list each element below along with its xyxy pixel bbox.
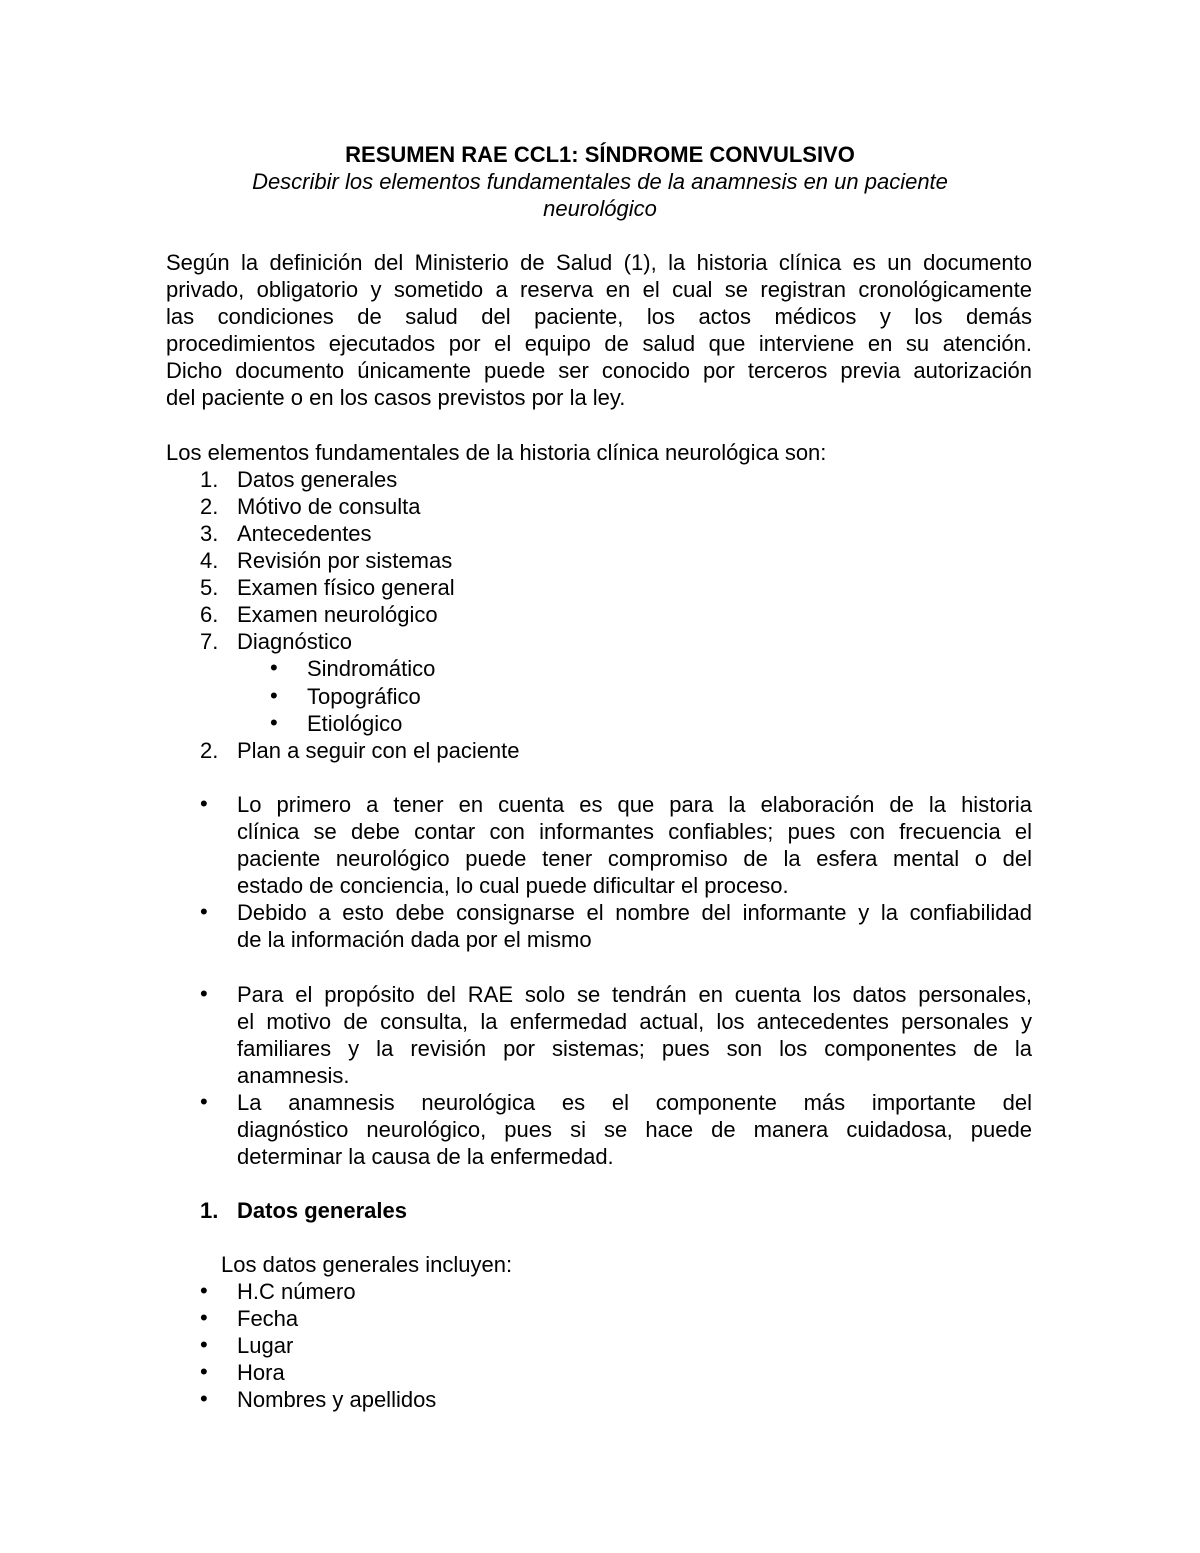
bullet-paragraph (237, 1089, 1032, 1170)
list-item: Datos generales (237, 467, 398, 492)
bullet-icon: • (270, 710, 278, 735)
intro-paragraph (166, 249, 1032, 412)
bullet-line: determinar la causa de la enfermedad. (237, 1144, 614, 1170)
intro-line: procedimientos ejecutados por el equipo de salud que interviene en su atención. (166, 331, 1032, 357)
intro-line: del paciente o en los casos previstos por la ley. (166, 385, 626, 411)
document-title: RESUMEN RAE CCL1: SÍNDROME CONVULSIVO (345, 142, 855, 167)
bullet-line: clínica se debe contar con informantes confiables; pues con frecuencia el (237, 819, 1032, 845)
sub-list-item: Etiológico (307, 711, 403, 736)
section-number: 1. (200, 1198, 219, 1223)
list-item: Fecha (237, 1306, 299, 1331)
bullet-line: de la información dada por el mismo (237, 927, 592, 953)
bullet-line: paciente neurológico puede tener compromiso de la esfera mental o del (237, 846, 1032, 872)
intro-line: las condiciones de salud del paciente, los actos médicos y los demás (166, 304, 1032, 330)
list-number: 6. (200, 602, 219, 627)
list-number: 7. (200, 629, 219, 654)
sub-list-item: Topográfico (307, 684, 421, 709)
bullet-icon: • (200, 1305, 208, 1330)
bullet-icon: • (200, 899, 208, 924)
list-item: Nombres y apellidos (237, 1387, 437, 1412)
intro-line: Dicho documento únicamente puede ser conocido por terceros previa autorización (166, 358, 1032, 384)
bullet-line: Lo primero a tener en cuenta es que para la elaboración de la historia (237, 792, 1032, 817)
bullet-line: diagnóstico neurológico, pues si se hace de manera cuidadosa, puede (237, 1117, 1032, 1143)
list-number: 3. (200, 521, 219, 546)
list-number: 2. (200, 494, 219, 519)
bullet-line: Debido a esto debe consignarse el nombre del informante y la confiabilidad (237, 900, 1032, 925)
list-item: Examen físico general (237, 575, 455, 600)
list-item: H.C número (237, 1279, 356, 1304)
bullet-line: Para el propósito del RAE solo se tendrán en cuenta los datos personales, (237, 982, 1032, 1007)
bullet-icon: • (270, 655, 278, 680)
bullet-icon: • (200, 1359, 208, 1384)
bullet-line: estado de conciencia, lo cual puede dificultar el proceso. (237, 873, 789, 899)
bullet-icon: • (200, 1332, 208, 1357)
list-item: Lugar (237, 1333, 294, 1358)
bullet-line: familiares y la revisión por sistemas; pues son los componentes de la (237, 1036, 1032, 1062)
bullet-icon: • (200, 1089, 208, 1114)
sub-list-item: Sindromático (307, 656, 436, 681)
bullet-paragraph (237, 899, 1032, 953)
bullet-line: el motivo de consulta, la enfermedad actual, los antecedentes personales y (237, 1009, 1032, 1035)
list-item: Hora (237, 1360, 285, 1385)
bullet-line: La anamnesis neurológica es el componente más importante del (237, 1090, 1032, 1115)
section-intro: Los datos generales incluyen: (221, 1252, 513, 1277)
list-item: Examen neurológico (237, 602, 438, 627)
bullet-icon: • (200, 981, 208, 1006)
intro-line: Según la definición del Ministerio de Salud (1), la historia clínica es un documento (166, 250, 1032, 275)
bullet-line: anamnesis. (237, 1063, 350, 1089)
list-item: Plan a seguir con el paciente (237, 738, 520, 763)
elements-intro: Los elementos fundamentales de la historia clínica neurológica son: (166, 440, 827, 465)
document-subtitle-line-2: neurológico (543, 196, 657, 221)
list-number: 4. (200, 548, 219, 573)
list-number: 5. (200, 575, 219, 600)
bullet-icon: • (270, 683, 278, 708)
bullet-icon: • (200, 1278, 208, 1303)
bullet-icon: • (200, 1386, 208, 1411)
list-item: Mótivo de consulta (237, 494, 421, 519)
bullet-paragraph (237, 791, 1032, 899)
bullet-icon: • (200, 791, 208, 816)
list-item: Revisión por sistemas (237, 548, 453, 573)
bullet-paragraph (237, 981, 1032, 1089)
list-number: 1. (200, 467, 219, 492)
document-subtitle-line-1: Describir los elementos fundamentales de la anamnesis en un paciente (252, 169, 948, 194)
list-number: 2. (200, 738, 219, 763)
list-item: Diagnóstico (237, 629, 352, 654)
list-item: Antecedentes (237, 521, 372, 546)
section-heading: Datos generales (237, 1198, 407, 1223)
intro-line: privado, obligatorio y sometido a reserva en el cual se registran cronológicamente (166, 277, 1032, 303)
